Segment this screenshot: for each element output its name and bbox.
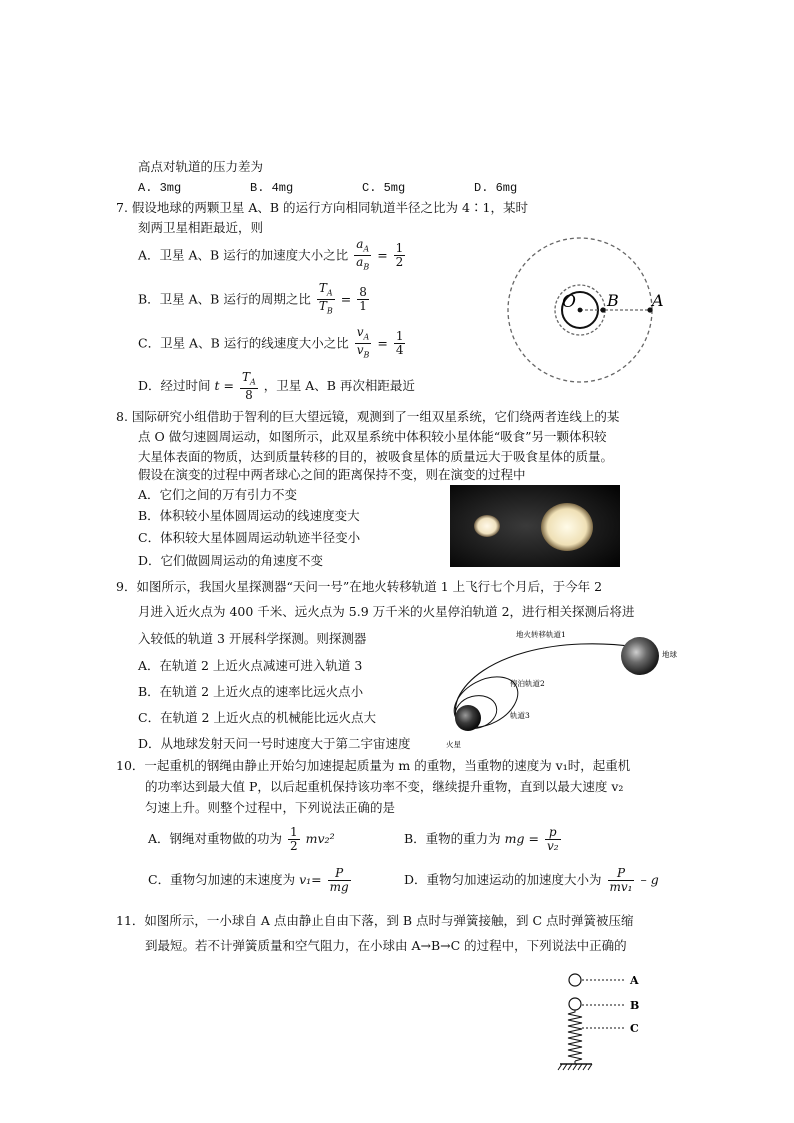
label-transfer-orbit: 地火转移轨道1	[516, 630, 566, 639]
spring	[568, 1010, 582, 1061]
q7-option-c: C．卫星 A、B 运行的线速度大小之比 $\frac{v_A}{v_B}$ = $\frac{1}{4}$	[138, 325, 404, 360]
q8-stem-line2: 点 O 做匀速圆周运动，如图所示，此双星系统中体积较小星体能“吸食”另一颗体积较	[138, 429, 607, 444]
q6-option-a: A. 3mg	[138, 181, 182, 195]
q8-option-b: B．体积较小星体圆周运动的线速度变大	[138, 508, 360, 523]
q8-stem-line1: 8. 国际研究小组借助于智利的巨大望远镜，观测到了一组双星系统，它们绕两者连线上的某	[116, 409, 620, 424]
q6-stem-tail: 高点对轨道的压力差为	[138, 159, 264, 174]
mars-orbit-diagram	[438, 626, 708, 752]
q10-stem-line1: 10．一起重机的钢绳由静止开始匀加速提起质量为 m 的重物，当重物的速度为 v₁时，起重机	[116, 758, 631, 773]
q8-option-d: D．它们做圆周运动的角速度不变	[138, 553, 324, 568]
small-star	[474, 515, 500, 537]
q6-option-b: B. 4mg	[250, 181, 294, 195]
label-b: B	[630, 999, 640, 1012]
q10-option-b: B．重物的重力为 mg = $\frac{p}{\text{v₂}}$	[404, 825, 559, 853]
binary-star-image	[450, 485, 620, 567]
label-a: A	[630, 974, 639, 987]
q10-option-c: C．重物匀加速的末速度为 v₁= $\frac{P}{mg}$	[148, 866, 349, 894]
q11-stem-line1: 11．如图所示，一小球自 A 点由静止自由下落，到 B 点时与弹簧接触，到 C 点时弹簧被压缩	[116, 913, 634, 928]
q10-stem-line3: 匀速上升。则整个过程中，下列说法正确的是	[145, 800, 396, 815]
q9-stem-line2: 月进入近火点为 400 千米、远火点为 5.9 万千米的火星停泊轨道 2，进行相关探测后将进	[138, 604, 635, 619]
q6-option-c: C. 5mg	[362, 181, 406, 195]
label-c: C	[630, 1022, 639, 1035]
q11-stem-line2: 到最短。若不计弹簧质量和空气阻力，在小球由 A→B→C 的过程中，下列说法中正确的	[145, 938, 627, 953]
q10-option-a: A．钢绳对重物做的功为 $\frac{1}{2}$ mv₂²	[148, 825, 335, 853]
label-o: O	[562, 292, 576, 312]
q8-stem-line4: 假设在演变的过程中两者球心之间的距离保持不变，则在演变的过程中	[138, 467, 526, 482]
label-orbit-3: 轨道3	[510, 711, 530, 720]
q9-option-a: A．在轨道 2 上近火点减速可进入轨道 3	[138, 658, 363, 673]
label-earth: 地球	[662, 650, 677, 659]
large-star	[541, 503, 593, 551]
earth-planet	[621, 637, 659, 675]
q9-option-b: B．在轨道 2 上近火点的速率比远火点小	[138, 684, 364, 699]
q9-stem-line1: 9．如图所示，我国火星探测器“天问一号”在地火转移轨道 1 上飞行七个月后，于今年 2	[116, 579, 603, 594]
spring-diagram	[556, 966, 656, 1072]
q7-stem-line1: 7. 假设地球的两颗卫星 A、B 的运行方向相同轨道半径之比为 4∶1，某时	[116, 200, 528, 215]
q7-stem-line2: 刻两卫星相距最近，则	[138, 220, 264, 235]
label-b: B	[607, 291, 619, 310]
q10-stem-line2: 的功率达到最大值 P，以后起重机保持该功率不变，继续提升重物，直到以最大速度 v₂	[145, 779, 624, 794]
q8-option-a: A．它们之间的万有引力不变	[138, 487, 298, 502]
q7-option-d: D．经过时间 t = $\frac{T_A}{8}$ ，卫星 A、B 再次相距最近	[138, 370, 415, 403]
q9-option-d: D．从地球发射天问一号时速度大于第二宇宙速度	[138, 736, 411, 751]
parking-orbit-2	[446, 667, 527, 738]
transfer-orbit-1	[455, 644, 643, 727]
label-a: A	[652, 291, 664, 310]
satellite-b-dot	[600, 307, 605, 312]
q9-option-c: C．在轨道 2 上近火点的机械能比远火点大	[138, 710, 376, 725]
ground-hatch	[558, 1064, 592, 1070]
ball-at-a	[569, 974, 581, 986]
label-parking-orbit: 停泊轨道2	[510, 679, 545, 688]
ball-at-b	[569, 998, 581, 1010]
q8-option-c: C．体积较大星体圆周运动轨迹半径变小	[138, 530, 361, 545]
mars-planet	[455, 705, 481, 731]
q10-option-d: D．重物匀加速运动的加速度大小为 $\frac{P}{\text{mv₁}}$ – g	[404, 866, 659, 894]
q9-stem-line3: 入较低的轨道 3 开展科学探测。则探测器	[138, 631, 367, 646]
q7-option-b: B．卫星 A、B 运行的周期之比 $\frac{T_A}{T_B}$ = $\frac{8}{1}$	[138, 281, 367, 316]
center-point	[578, 308, 583, 313]
q8-stem-line3: 大星体表面的物质，达到质量转移的目的，被吸食星体的质量远大于吸食星体的质量。	[138, 449, 614, 464]
q6-option-d: D. 6mg	[474, 181, 518, 195]
orbit-diagram	[500, 226, 690, 396]
label-mars: 火星	[446, 740, 461, 749]
q7-option-a: A．卫星 A、B 运行的加速度大小之比 $\frac{a_A}{a_B}$ = $\frac{1}{2}$	[138, 237, 404, 272]
